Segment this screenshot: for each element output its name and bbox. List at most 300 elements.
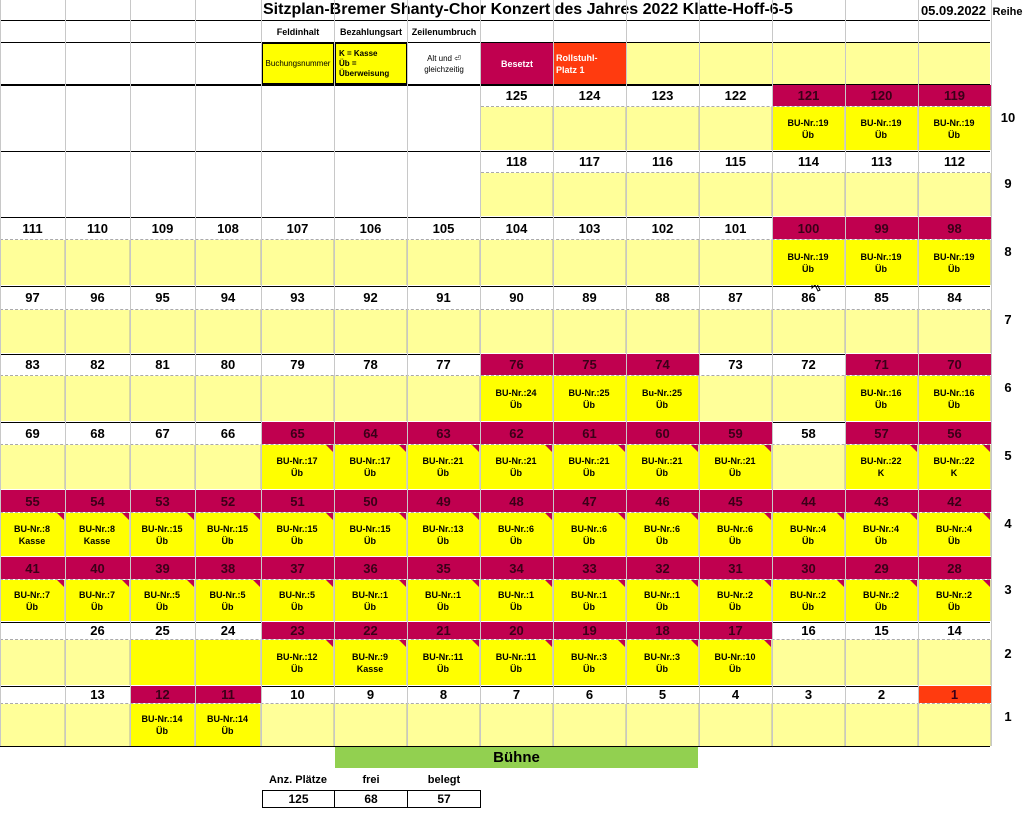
summary-free-value[interactable]: 68: [334, 790, 408, 808]
seat-number[interactable]: 45: [699, 490, 772, 512]
seat-booking-cell[interactable]: [699, 513, 772, 556]
legend-feldinhalt-box[interactable]: [262, 43, 334, 84]
summary-total-value[interactable]: 125: [262, 790, 335, 808]
seat-number[interactable]: 49: [407, 490, 480, 512]
seat-number[interactable]: 36: [334, 557, 407, 579]
seat-number[interactable]: 84: [947, 290, 962, 305]
seat-number[interactable]: 76: [480, 354, 553, 375]
seat-number[interactable]: 18: [626, 622, 699, 639]
seat-booking-cell[interactable]: [772, 310, 845, 353]
seat-booking-cell[interactable]: [407, 310, 480, 353]
legend-besetzt[interactable]: [481, 43, 553, 84]
payment-method: Üb: [656, 663, 668, 674]
empty-cell[interactable]: [261, 172, 334, 216]
seat-number[interactable]: 19: [553, 622, 626, 639]
seat-booking-cell[interactable]: [407, 704, 480, 746]
seat-booking-cell[interactable]: [553, 445, 626, 489]
comment-marker-icon: [691, 445, 698, 452]
seat-booking-cell[interactable]: [195, 704, 261, 746]
seat-number[interactable]: 1: [918, 686, 991, 703]
seat-number[interactable]: [0, 686, 65, 703]
seat-number[interactable]: 79: [290, 357, 305, 372]
seat-booking-cell[interactable]: [480, 107, 553, 150]
seat-booking-cell[interactable]: [195, 376, 261, 421]
seat-booking-cell[interactable]: [334, 704, 407, 746]
seat-booking-cell[interactable]: [918, 310, 991, 353]
seat-booking-cell[interactable]: [65, 310, 130, 353]
seat-booking-cell[interactable]: [261, 640, 334, 685]
seat-booking-cell[interactable]: [553, 704, 626, 746]
seat-number[interactable]: 98: [918, 217, 991, 239]
seat-booking-cell[interactable]: [918, 640, 991, 685]
empty-cell[interactable]: [195, 172, 261, 216]
seat-number[interactable]: 24: [220, 623, 236, 638]
row-number-label: 8: [1004, 243, 1012, 259]
seat-booking-cell[interactable]: [699, 640, 772, 685]
seat-booking-cell[interactable]: [845, 513, 918, 556]
seat-number[interactable]: 116: [652, 154, 673, 169]
seat-number[interactable]: 50: [334, 490, 407, 512]
seat-booking-cell[interactable]: [772, 445, 845, 489]
legend-rollstuhl[interactable]: [554, 43, 626, 84]
seat-number[interactable]: 125: [505, 88, 528, 103]
seat-number[interactable]: 82: [90, 357, 105, 372]
seat-number[interactable]: 91: [436, 290, 451, 305]
seat-number[interactable]: 43: [845, 490, 918, 512]
seat-number[interactable]: 7: [512, 687, 521, 702]
seat-booking-cell[interactable]: [626, 240, 699, 285]
seat-booking-cell[interactable]: [261, 513, 334, 556]
seat-number[interactable]: 111: [22, 220, 43, 236]
seat-number[interactable]: 94: [220, 290, 236, 305]
seat-number[interactable]: 23: [261, 622, 334, 639]
seat-booking-cell[interactable]: [772, 704, 845, 746]
seat-number[interactable]: 124: [578, 88, 601, 103]
seat-number[interactable]: 60: [626, 422, 699, 444]
summary-booked-value[interactable]: 57: [407, 790, 481, 808]
seat-booking-cell[interactable]: [626, 580, 699, 621]
seat-booking-cell[interactable]: [699, 376, 772, 421]
seat-number[interactable]: 37: [261, 557, 334, 579]
seat-number[interactable]: 25: [155, 623, 170, 638]
seat-number[interactable]: 95: [155, 290, 170, 305]
comment-marker-icon: [691, 580, 698, 587]
seat-number[interactable]: 30: [772, 557, 845, 579]
seat-number[interactable]: 123: [651, 88, 674, 103]
seat-booking-cell[interactable]: [845, 107, 918, 150]
seat-booking-cell[interactable]: [0, 513, 65, 556]
seat-booking-cell[interactable]: [480, 513, 553, 556]
booking-number: BU-Nr.:19: [860, 117, 902, 128]
seat-number[interactable]: 77: [436, 357, 451, 372]
payment-method: Üb: [510, 601, 522, 612]
seat-number[interactable]: 62: [480, 422, 553, 444]
seat-number[interactable]: 102: [651, 220, 674, 236]
seat-booking-cell[interactable]: [626, 640, 699, 685]
seat-booking-cell[interactable]: [626, 445, 699, 489]
seat-number[interactable]: 63: [407, 422, 480, 444]
seat-number[interactable]: 89: [582, 290, 597, 305]
seat-booking-cell[interactable]: [699, 580, 772, 621]
seat-number[interactable]: 118: [506, 154, 527, 169]
seat-booking-cell[interactable]: [261, 310, 334, 353]
comment-marker-icon: [910, 445, 917, 452]
seat-booking-cell[interactable]: [845, 640, 918, 685]
seat-booking-cell[interactable]: [772, 376, 845, 421]
comment-marker-icon: [691, 513, 698, 520]
seat-number[interactable]: 29: [845, 557, 918, 579]
seat-number[interactable]: 42: [918, 490, 991, 512]
seat-booking-cell[interactable]: [626, 107, 699, 150]
seat-number[interactable]: 78: [363, 357, 378, 372]
seat-booking-cell[interactable]: [918, 704, 991, 746]
seat-number[interactable]: 2: [877, 687, 886, 702]
seat-number[interactable]: 14: [947, 623, 962, 638]
seat-booking-cell[interactable]: [195, 640, 261, 685]
seat-number[interactable]: 71: [845, 354, 918, 375]
seat-booking-cell[interactable]: [334, 445, 407, 489]
seat-number[interactable]: 10: [290, 687, 305, 702]
seat-booking-cell[interactable]: [0, 704, 65, 746]
seat-booking-cell[interactable]: [130, 376, 195, 421]
seat-number[interactable]: 114: [798, 154, 819, 169]
booking-number: BU-Nr.:1: [424, 589, 461, 600]
seat-booking-cell[interactable]: [553, 107, 626, 150]
seat-booking-cell[interactable]: [65, 513, 130, 556]
seat-number[interactable]: 65: [261, 422, 334, 444]
booking-number: BU-Nr.:17: [349, 456, 391, 466]
seat-booking-cell[interactable]: [0, 240, 65, 285]
seat-number[interactable]: 108: [217, 220, 239, 236]
seat-number[interactable]: 87: [728, 290, 743, 305]
seat-number[interactable]: 97: [25, 290, 40, 305]
empty-cell[interactable]: [0, 106, 65, 150]
seat-number[interactable]: 121: [772, 85, 845, 106]
seat-number[interactable]: 33: [553, 557, 626, 579]
seat-booking-cell[interactable]: [261, 445, 334, 489]
seat-booking-cell[interactable]: [553, 310, 626, 353]
seat-booking-cell[interactable]: [195, 240, 261, 285]
payment-method: Üb: [291, 468, 303, 478]
seat-booking-cell[interactable]: [65, 240, 130, 285]
seat-booking-cell[interactable]: [845, 376, 918, 421]
seat-number[interactable]: 13: [90, 687, 105, 702]
seat-booking-cell[interactable]: [65, 376, 130, 421]
seat-booking-cell[interactable]: [918, 445, 991, 489]
seat-number[interactable]: 85: [874, 290, 889, 305]
seat-booking-cell[interactable]: [480, 640, 553, 685]
seat-booking-cell[interactable]: [480, 580, 553, 621]
seat-booking-cell[interactable]: [0, 376, 65, 421]
seat-booking-cell[interactable]: [553, 580, 626, 621]
seat-number[interactable]: 52: [195, 490, 261, 512]
seat-number[interactable]: 101: [724, 220, 747, 236]
seat-number[interactable]: 88: [655, 290, 670, 305]
seat-booking-cell[interactable]: [0, 580, 65, 621]
seat-booking-cell[interactable]: [130, 240, 195, 285]
seat-booking-cell[interactable]: [261, 704, 334, 746]
booking-number: BU-Nr.:22: [860, 456, 902, 466]
seat-number[interactable]: 109: [151, 220, 174, 236]
seat-booking-cell[interactable]: [626, 173, 699, 216]
seat-booking-cell[interactable]: [772, 173, 845, 216]
seat-number[interactable]: 119: [918, 85, 991, 106]
seat-number[interactable]: 17: [699, 622, 772, 639]
seat-number[interactable]: 68: [90, 425, 105, 441]
seat-number[interactable]: 61: [553, 422, 626, 444]
seat-number[interactable]: 26: [90, 623, 105, 638]
seat-number[interactable]: 92: [363, 290, 378, 305]
seat-booking-cell[interactable]: [261, 376, 334, 421]
seat-booking-cell[interactable]: [334, 310, 407, 353]
seat-number[interactable]: 3: [804, 687, 813, 702]
seat-booking-cell[interactable]: [626, 513, 699, 556]
seat-booking-cell[interactable]: [772, 513, 845, 556]
seat-booking-cell[interactable]: [699, 445, 772, 489]
seat-booking-cell[interactable]: [407, 445, 480, 489]
seat-booking-cell[interactable]: [772, 580, 845, 621]
seat-booking-cell[interactable]: [699, 310, 772, 353]
seat-number[interactable]: 35: [407, 557, 480, 579]
seat-number[interactable]: 16: [801, 623, 816, 638]
seat-number[interactable]: 57: [845, 422, 918, 444]
seat-number[interactable]: 31: [699, 557, 772, 579]
seat-number[interactable]: 67: [155, 425, 170, 441]
seat-booking-cell[interactable]: [407, 640, 480, 685]
seat-booking-cell[interactable]: [626, 310, 699, 353]
seat-booking-cell[interactable]: [845, 704, 918, 746]
legend-zeilenumbruch-box[interactable]: [408, 43, 480, 84]
seat-booking-cell[interactable]: [334, 640, 407, 685]
seat-number[interactable]: 110: [87, 220, 108, 236]
empty-cell[interactable]: [65, 172, 130, 216]
comment-marker-icon: [618, 640, 625, 647]
seat-number[interactable]: 113: [871, 154, 892, 169]
seat-booking-cell[interactable]: [195, 445, 261, 489]
seat-number[interactable]: 120: [845, 85, 918, 106]
booking-number: BU-Nr.:8: [13, 523, 50, 534]
seat-booking-cell[interactable]: [699, 107, 772, 150]
booking-number: BU-Nr.:17: [276, 456, 318, 466]
seat-number[interactable]: 70: [918, 354, 991, 375]
seat-booking-cell[interactable]: [772, 107, 845, 150]
seat-number[interactable]: 53: [130, 490, 195, 512]
seat-booking-cell[interactable]: [407, 580, 480, 621]
seat-number[interactable]: 32: [626, 557, 699, 579]
seat-number[interactable]: 90: [509, 290, 524, 305]
seat-number[interactable]: 112: [944, 154, 965, 169]
booking-number: BU-Nr.:6: [716, 523, 753, 534]
empty-cell[interactable]: [130, 172, 195, 216]
seat-booking-cell[interactable]: [65, 580, 130, 621]
seat-booking-cell[interactable]: [65, 445, 130, 489]
seat-booking-cell[interactable]: [553, 376, 626, 421]
seat-booking-cell[interactable]: [480, 240, 553, 285]
seat-number[interactable]: 40: [65, 557, 130, 579]
seat-booking-cell[interactable]: [553, 240, 626, 285]
comment-marker-icon: [57, 580, 64, 587]
empty-cell[interactable]: [130, 106, 195, 150]
seat-number[interactable]: 105: [432, 220, 455, 236]
seat-booking-cell[interactable]: [334, 513, 407, 556]
seat-booking-cell[interactable]: [0, 640, 65, 685]
seat-booking-cell[interactable]: [480, 310, 553, 353]
seat-booking-cell[interactable]: [918, 173, 991, 216]
seat-booking-cell[interactable]: [626, 376, 699, 421]
payment-method: Üb: [802, 263, 814, 274]
empty-cell[interactable]: [407, 172, 480, 216]
seat-number[interactable]: 28: [918, 557, 991, 579]
seat-booking-cell[interactable]: [480, 704, 553, 746]
seat-number[interactable]: 20: [480, 622, 553, 639]
seat-booking-cell[interactable]: [845, 240, 918, 285]
seat-number[interactable]: 72: [801, 357, 816, 372]
seat-booking-cell[interactable]: [261, 580, 334, 621]
seat-number[interactable]: 34: [480, 557, 553, 579]
seat-number[interactable]: 106: [359, 220, 382, 236]
seat-number[interactable]: 74: [626, 354, 699, 375]
seat-booking-cell[interactable]: [407, 240, 480, 285]
seat-booking-cell[interactable]: [65, 704, 130, 746]
seat-number[interactable]: 99: [845, 217, 918, 239]
seat-booking-cell[interactable]: [130, 513, 195, 556]
seat-booking-cell[interactable]: [195, 513, 261, 556]
seat-number[interactable]: 115: [725, 154, 746, 169]
seat-number[interactable]: 81: [155, 357, 170, 372]
empty-cell[interactable]: [65, 106, 130, 150]
payment-method: Üb: [729, 601, 741, 612]
booking-number: BU-Nr.:1: [497, 589, 534, 600]
legend-bezahlungsart-box[interactable]: [335, 43, 407, 84]
seat-booking-cell[interactable]: [699, 704, 772, 746]
seat-booking-cell[interactable]: [130, 580, 195, 621]
seat-number[interactable]: 38: [195, 557, 261, 579]
seat-number[interactable]: 64: [334, 422, 407, 444]
seat-booking-cell[interactable]: [845, 310, 918, 353]
seat-number[interactable]: 48: [480, 490, 553, 512]
seat-number[interactable]: 55: [0, 490, 65, 512]
seat-booking-cell[interactable]: [195, 580, 261, 621]
seat-booking-cell[interactable]: [918, 376, 991, 421]
seat-number[interactable]: 51: [261, 490, 334, 512]
seat-number[interactable]: 9: [366, 687, 375, 702]
seat-booking-cell[interactable]: [626, 704, 699, 746]
date-cell[interactable]: 05.09.2022: [920, 2, 987, 18]
seat-booking-cell[interactable]: [0, 445, 65, 489]
seat-booking-cell[interactable]: [553, 640, 626, 685]
payment-method: Üb: [583, 468, 595, 478]
seat-number[interactable]: 103: [578, 220, 601, 236]
seat-booking-cell[interactable]: [845, 445, 918, 489]
seat-booking-cell[interactable]: [195, 310, 261, 353]
seat-number[interactable]: 104: [505, 220, 528, 236]
seat-booking-cell[interactable]: [918, 240, 991, 285]
seat-booking-cell[interactable]: [699, 240, 772, 285]
seat-number[interactable]: 93: [290, 290, 305, 305]
seat-booking-cell[interactable]: [553, 513, 626, 556]
seat-number[interactable]: 59: [699, 422, 772, 444]
seat-number[interactable]: 66: [220, 425, 236, 441]
empty-cell[interactable]: [334, 106, 407, 150]
seat-number[interactable]: 15: [874, 623, 889, 638]
seat-booking-cell[interactable]: [845, 580, 918, 621]
seat-booking-cell[interactable]: [130, 704, 195, 746]
seat-booking-cell[interactable]: [334, 240, 407, 285]
seat-number[interactable]: 4: [731, 687, 740, 702]
seat-booking-cell[interactable]: [65, 640, 130, 685]
empty-cell[interactable]: [261, 106, 334, 150]
seat-number[interactable]: 56: [918, 422, 991, 444]
empty-cell[interactable]: [407, 106, 480, 150]
seat-booking-cell[interactable]: [553, 173, 626, 216]
seat-number[interactable]: 117: [579, 154, 600, 169]
seat-number[interactable]: 96: [90, 290, 105, 305]
seat-booking-cell[interactable]: [130, 310, 195, 353]
payment-method: Üb: [656, 468, 668, 478]
seat-number[interactable]: 80: [220, 357, 236, 372]
seat-booking-cell[interactable]: [407, 513, 480, 556]
empty-cell[interactable]: [334, 172, 407, 216]
seat-number[interactable]: 69: [25, 425, 40, 441]
seat-booking-cell[interactable]: [699, 173, 772, 216]
seat-number[interactable]: 12: [130, 686, 195, 703]
grid-line: [334, 0, 335, 746]
seat-number[interactable]: 6: [585, 687, 594, 702]
seat-number[interactable]: 47: [553, 490, 626, 512]
seat-number[interactable]: 11: [195, 686, 261, 703]
seat-booking-cell[interactable]: [845, 173, 918, 216]
seat-number[interactable]: 100: [772, 217, 845, 239]
seat-booking-cell[interactable]: [0, 310, 65, 353]
seat-booking-cell[interactable]: [480, 445, 553, 489]
seat-number[interactable]: 122: [724, 88, 747, 103]
seat-number[interactable]: 107: [286, 220, 309, 236]
seat-booking-cell[interactable]: [918, 107, 991, 150]
seat-number[interactable]: 8: [439, 687, 448, 702]
empty-cell[interactable]: [195, 106, 261, 150]
seat-number[interactable]: 58: [801, 425, 816, 441]
seat-number[interactable]: 39: [130, 557, 195, 579]
seat-booking-cell[interactable]: [261, 240, 334, 285]
seat-number[interactable]: [0, 622, 65, 639]
seat-number[interactable]: 22: [334, 622, 407, 639]
seat-number[interactable]: 86: [801, 290, 816, 305]
seat-number[interactable]: 54: [65, 490, 130, 512]
seat-number[interactable]: 44: [772, 490, 845, 512]
seat-booking-cell[interactable]: [130, 640, 195, 685]
empty-cell[interactable]: [0, 172, 65, 216]
booking-number: BU-Nr.:7: [13, 589, 50, 600]
seat-number[interactable]: 41: [0, 557, 65, 579]
seat-number[interactable]: 83: [25, 357, 40, 372]
booking-number: BU-Nr.:9: [351, 651, 388, 662]
seat-number[interactable]: 73: [728, 357, 743, 372]
seat-booking-cell[interactable]: [918, 513, 991, 556]
seat-booking-cell[interactable]: [480, 376, 553, 421]
seat-number[interactable]: 46: [626, 490, 699, 512]
seat-number[interactable]: 5: [658, 687, 667, 702]
seat-booking-cell[interactable]: [772, 640, 845, 685]
seat-booking-cell[interactable]: [130, 445, 195, 489]
seat-number[interactable]: 75: [553, 354, 626, 375]
seat-booking-cell[interactable]: [334, 376, 407, 421]
seat-booking-cell[interactable]: [407, 376, 480, 421]
seat-booking-cell[interactable]: [480, 173, 553, 216]
seat-booking-cell[interactable]: [772, 240, 845, 285]
seat-booking-cell[interactable]: [918, 580, 991, 621]
seat-number[interactable]: 21: [407, 622, 480, 639]
seat-booking-cell[interactable]: [334, 580, 407, 621]
